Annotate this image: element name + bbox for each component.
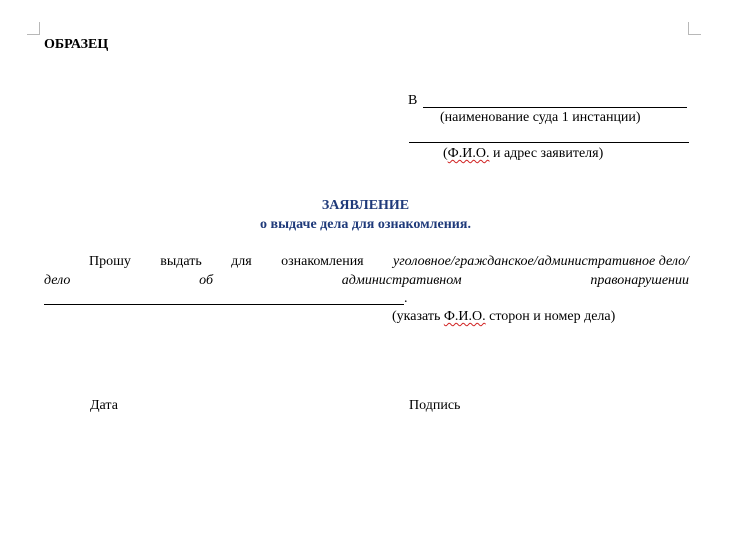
crop-mark-top-left [27,22,40,35]
body-word: Прошу [89,254,131,269]
body-word: ознакомления [281,254,364,269]
case-details-line [44,304,404,305]
document-subtitle: о выдаче дела для ознакомления. [260,217,471,232]
court-name-line [423,107,687,108]
body-line-1 [89,254,689,270]
case-type-options: уголовное/гражданское/административное дело/ [393,254,689,269]
body-word: административном [341,273,462,288]
document-title: ЗАЯВЛЕНИЕ [321,198,410,213]
body-line-2 [44,273,689,289]
body-word: дело [44,273,71,288]
crop-mark-top-right [688,22,701,35]
case-caption-rest: сторон и номер дела) [485,309,616,324]
applicant-line [409,142,689,143]
court-caption: (наименование суда 1 инстанции) [440,110,641,125]
body-word: об [199,273,214,288]
case-caption-fio: Ф.И.О. [443,309,486,324]
case-caption-open: (указать [392,309,444,324]
case-caption [392,309,615,325]
case-line-period: . [404,291,408,306]
signature-label: Подпись [409,398,461,413]
applicant-caption-rest: и адрес заявителя) [489,146,604,161]
applicant-caption-open: ( [443,146,448,161]
sample-label: ОБРАЗЕЦ [44,37,109,52]
body-word: для [231,254,252,269]
to-prefix: В [408,93,418,108]
date-label: Дата [90,398,118,413]
applicant-caption-fio: Ф.И.О. [447,146,490,161]
applicant-caption [443,146,603,162]
body-word: выдать [160,254,202,269]
body-word: правонарушении [590,273,689,288]
